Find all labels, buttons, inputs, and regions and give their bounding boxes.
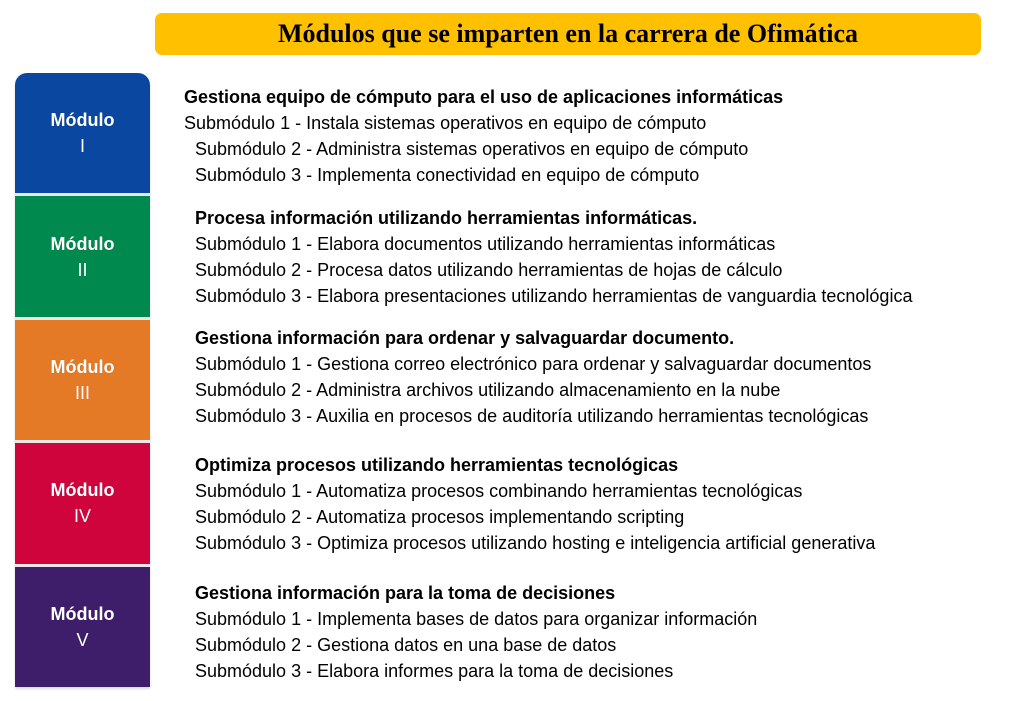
module-tab-number: III <box>74 383 90 404</box>
submodule-item: Submódulo 1 - Instala sistemas operativos en equipo de cómputo <box>184 113 707 133</box>
submodule-item: Submódulo 1 - Automatiza procesos combinando herramientas tecnológicas <box>195 481 803 501</box>
module-1-content <box>184 84 1005 188</box>
module-tab-number: IV <box>73 506 91 527</box>
module-tab-label: Módulo <box>50 233 115 254</box>
submodule-item: Submódulo 2 - Administra sistemas operativos en equipo de cómputo <box>195 139 749 159</box>
submodule-item: Submódulo 2 - Procesa datos utilizando herramientas de hojas de cálculo <box>195 260 783 280</box>
module-heading: Gestiona información para ordenar y salvaguardar documento. <box>195 328 735 348</box>
module-tab-5 <box>15 567 150 687</box>
submodule-item: Submódulo 3 - Elabora informes para la toma de decisiones <box>195 661 674 681</box>
page-title: Módulos que se imparten en la carrera de Ofimática <box>155 13 981 55</box>
module-tab-1 <box>15 73 150 196</box>
submodule-item: Submódulo 3 - Implementa conectividad en equipo de cómputo <box>195 165 700 185</box>
submodule-item: Submódulo 2 - Gestiona datos en una base de datos <box>195 635 617 655</box>
module-tab-2 <box>15 196 150 319</box>
module-tab-number: I <box>79 136 85 157</box>
submodule-item: Submódulo 1 - Gestiona correo electrónico para ordenar y salvaguardar documentos <box>195 354 872 374</box>
module-3-content <box>195 325 1005 429</box>
module-5-content <box>195 580 1005 684</box>
module-tab-label: Módulo <box>50 603 115 624</box>
module-tabs <box>15 73 150 687</box>
module-2-content <box>195 205 1005 309</box>
module-tab-label: Módulo <box>50 480 115 501</box>
module-heading: Gestiona equipo de cómputo para el uso de aplicaciones informáticas <box>184 87 784 107</box>
submodule-item: Submódulo 2 - Administra archivos utilizando almacenamiento en la nube <box>195 380 781 400</box>
module-4-content <box>195 452 1005 556</box>
submodule-item: Submódulo 3 - Auxilia en procesos de auditoría utilizando herramientas tecnológicas <box>195 406 869 426</box>
module-tab-4 <box>15 443 150 566</box>
module-tab-number: V <box>76 629 89 650</box>
module-heading: Procesa información utilizando herramientas informáticas. <box>195 208 698 228</box>
module-tab-3 <box>15 320 150 443</box>
submodule-item: Submódulo 3 - Elabora presentaciones utilizando herramientas de vanguardia tecnológica <box>195 286 913 306</box>
module-tab-label: Módulo <box>50 357 115 378</box>
submodule-item: Submódulo 3 - Optimiza procesos utilizando hosting e inteligencia artificial generativa <box>195 533 876 553</box>
submodule-item: Submódulo 1 - Implementa bases de datos para organizar información <box>195 609 758 629</box>
submodule-item: Submódulo 1 - Elabora documentos utilizando herramientas informáticas <box>195 234 776 254</box>
module-tab-label: Módulo <box>50 110 115 131</box>
submodule-item: Submódulo 2 - Automatiza procesos implementando scripting <box>195 507 685 527</box>
module-heading: Gestiona información para la toma de decisiones <box>195 583 616 603</box>
module-heading: Optimiza procesos utilizando herramientas tecnológicas <box>195 455 679 475</box>
module-tab-number: II <box>77 259 88 280</box>
